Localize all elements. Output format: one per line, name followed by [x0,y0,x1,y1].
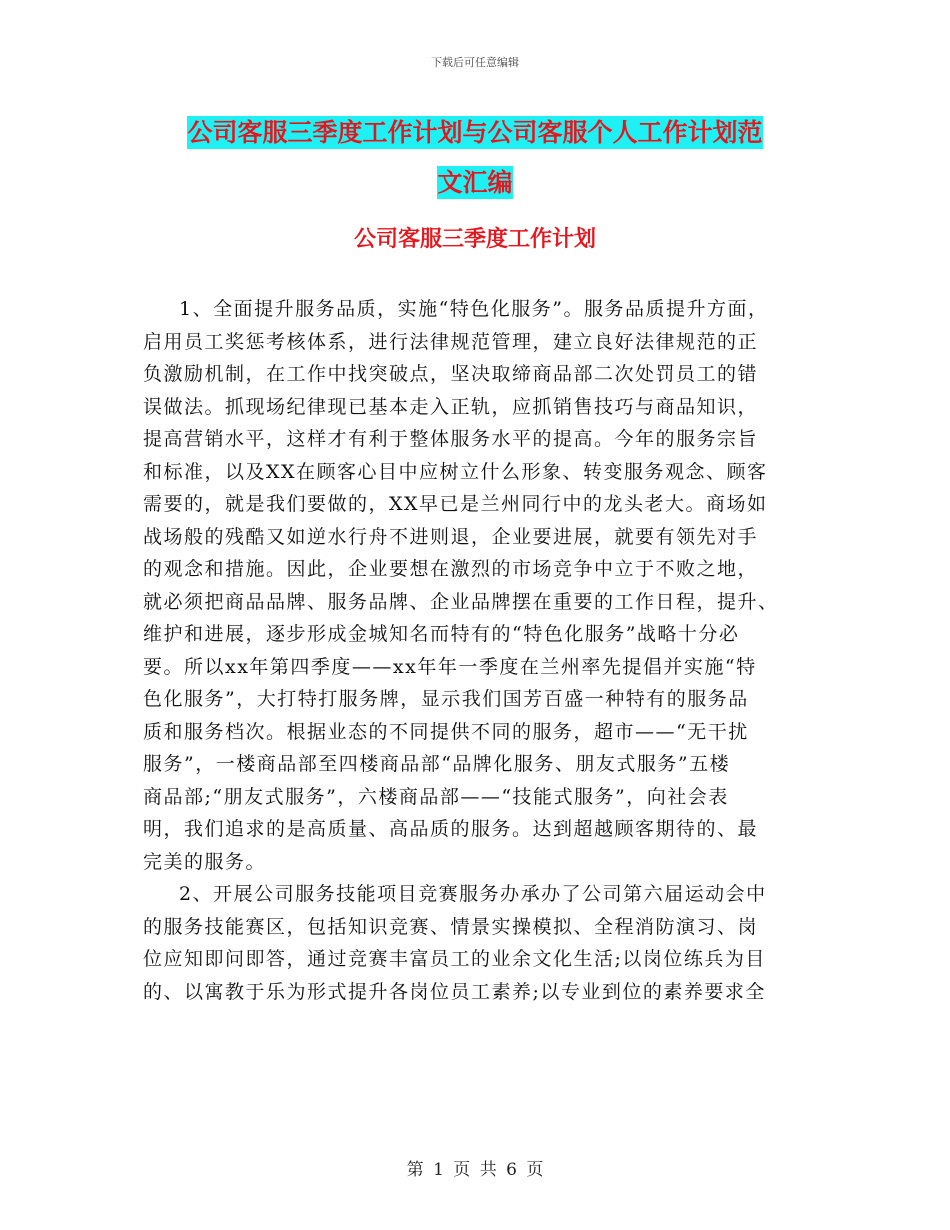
page-number-footer: 第 1 页 共 6 页 [406,1160,544,1180]
paragraph-line: 的服务技能赛区，包括知识竞赛、情景实操模拟、全程消防演习、岗 [143,915,759,938]
section-title: 公司客服三季度工作计划 [353,226,596,252]
paragraph-line: 完美的服务。 [143,850,267,873]
page-header: 下载后可任意编辑 [431,56,519,69]
paragraph-line: 启用员工奖惩考核体系，进行法律规范管理，建立良好法律规范的正 [143,330,759,353]
paragraph-line: 维护和进展，逐步形成金城知名而特有的“特色化服务”战略十分必 [143,623,740,645]
paragraph-line: 1、全面提升服务品质，实施“特色化服务”。服务品质提升方面， [179,298,769,320]
document-title-line-2: 文汇编 [437,168,513,197]
document-title-line-1: 公司客服三季度工作计划与公司客服个人工作计划范 [187,118,763,147]
paragraph-line: 2、开展公司服务技能项目竞赛服务办承办了公司第六届运动会中 [179,883,767,905]
paragraph-line: 的观念和措施。因此，企业要想在激烈的市场竞争中立于不败之地， [143,558,759,580]
paragraph-line: 需要的，就是我们要做的，XX早已是兰州同行中的龙头老大。商场如 [143,493,768,515]
paragraph-line: 明，我们追求的是高质量、高品质的服务。达到超越顾客期待的、最 [143,818,759,840]
paragraph-line: 商品部;“朋友式服务”，六楼商品部——“技能式服务”，向社会表 [143,785,729,808]
body-text [143,293,819,1008]
paragraph-line: 色化服务”，大打特打服务牌，显示我们国芳百盛一种特有的服务品 [143,688,749,710]
paragraph-line: 负激励机制，在工作中找突破点，坚决取缔商品部二次处罚员工的错 [143,363,759,385]
paragraph-line: 要。所以xx年第四季度——xx年年一季度在兰州率先提倡并实施“特 [143,655,757,678]
paragraph-line: 质和服务档次。根据业态的不同提供不同的服务，超市——“无干扰 [143,720,749,743]
paragraph-line: 位应知即问即答，通过竞赛丰富员工的业余文化生活;以岗位练兵为目 [143,948,766,970]
paragraph-line: 的、以寓教于乐为形式提升各岗位员工素养;以专业到位的素养要求全 [143,980,766,1003]
paragraph-line: 服务”，一楼商品部至四楼商品部“品牌化服务、朋友式服务”五楼 [143,753,731,775]
paragraph-line: 就必须把商品品牌、服务品牌、企业品牌摆在重要的工作日程，提升、 [143,590,779,613]
document-title [150,108,800,208]
paragraph-line: 误做法。抓现场纪律现已基本走入正轨，应抓销售技巧与商品知识， [143,395,759,418]
paragraph-line: 战场般的残酷又如逆水行舟不进则退，企业要进展，就要有领先对手 [143,525,759,548]
paragraph-line: 和标准，以及XX在顾客心目中应树立什么形象、转变服务观念、顾客 [143,460,768,483]
paragraph-line: 提高营销水平，这样才有利于整体服务水平的提高。今年的服务宗旨 [143,428,759,450]
